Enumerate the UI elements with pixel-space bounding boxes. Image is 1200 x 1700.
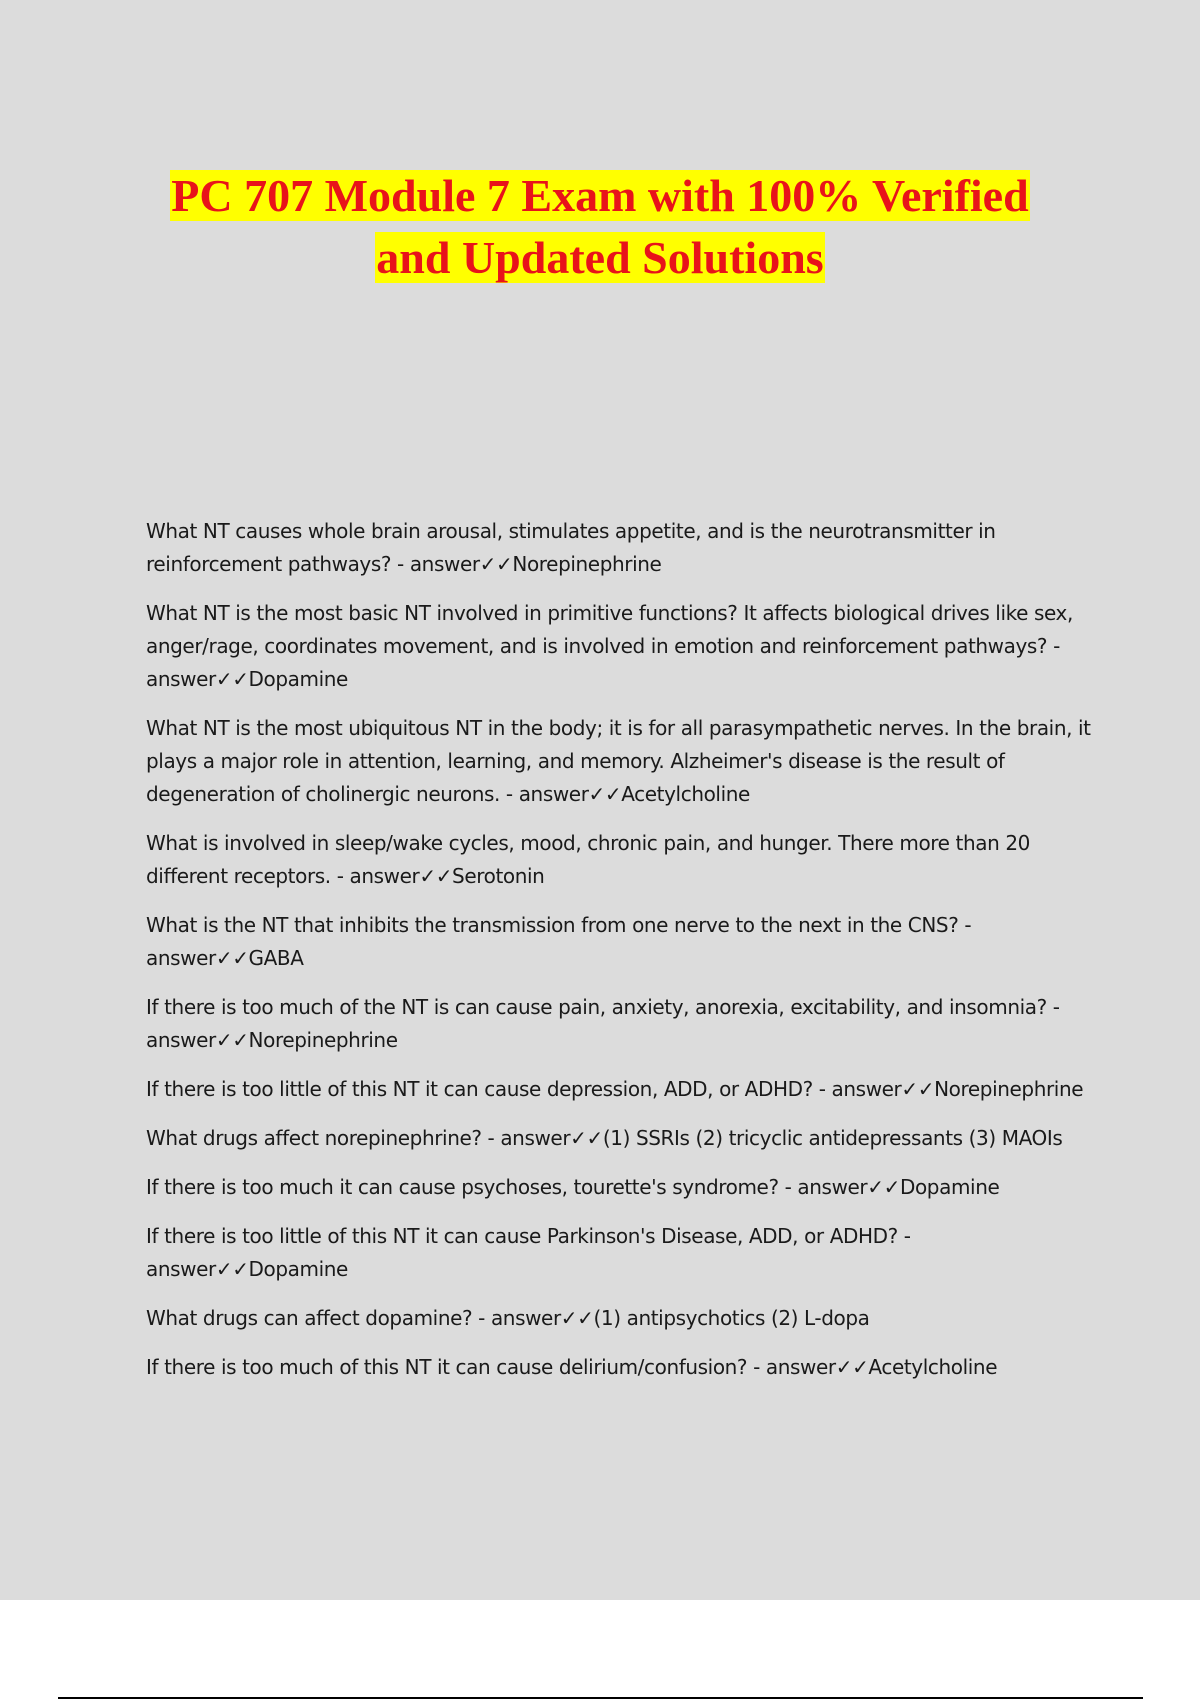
qa-item: What NT is the most ubiquitous NT in the body; it is for all parasympathetic nerves. In the brain, it plays a major role in attention, learning, and memory. Alzheimer's disease is the result of degeneration of cholinergic neurons. - answer✓✓Acetylcholine <box>146 716 1091 806</box>
qa-item: What drugs can affect dopamine? - answer✓✓(1) antipsychotics (2) L-dopa <box>146 1306 870 1330</box>
qa-item: If there is too little of this NT it can cause depression, ADD, or ADHD? - answer✓✓Norepinephrine <box>146 1077 1084 1101</box>
title-line-2-text: and Updated Solutions <box>376 232 824 283</box>
footer-divider <box>58 1697 1143 1699</box>
title-line-1 <box>0 165 1200 227</box>
title-line-1-text: PC 707 Module 7 Exam with 100% Verified <box>171 170 1029 221</box>
qa-list <box>146 515 1096 1400</box>
qa-item: What drugs affect norepinephrine? - answer✓✓(1) SSRIs (2) tricyclic antidepressants (3) MAOIs <box>146 1126 1063 1150</box>
document-title <box>0 165 1200 289</box>
qa-item: What is the NT that inhibits the transmission from one nerve to the next in the CNS? - answer✓✓GABA <box>146 913 972 970</box>
qa-item: What NT is the most basic NT involved in primitive functions? It affects biological drives like sex, anger/rage, coordinates movement, and is involved in emotion and reinforcement pathways? - answer✓✓Dopamine <box>146 601 1073 691</box>
qa-item: What NT causes whole brain arousal, stimulates appetite, and is the neurotransmitter in reinforcement pathways? - answer✓✓Norepinephrine <box>146 519 996 576</box>
title-line-2 <box>0 227 1200 289</box>
qa-item: If there is too little of this NT it can cause Parkinson's Disease, ADD, or ADHD? - answer✓✓Dopamine <box>146 1224 911 1281</box>
qa-item: If there is too much of the NT is can cause pain, anxiety, anorexia, excitability, and insomnia? - answer✓✓Norepinephrine <box>146 995 1060 1052</box>
qa-item: If there is too much of this NT it can cause delirium/confusion? - answer✓✓Acetylcholine <box>146 1355 998 1379</box>
qa-item: What is involved in sleep/wake cycles, mood, chronic pain, and hunger. There more than 20 different receptors. - answer✓✓Serotonin <box>146 831 1030 888</box>
qa-item: If there is too much it can cause psychoses, tourette's syndrome? - answer✓✓Dopamine <box>146 1175 1000 1199</box>
